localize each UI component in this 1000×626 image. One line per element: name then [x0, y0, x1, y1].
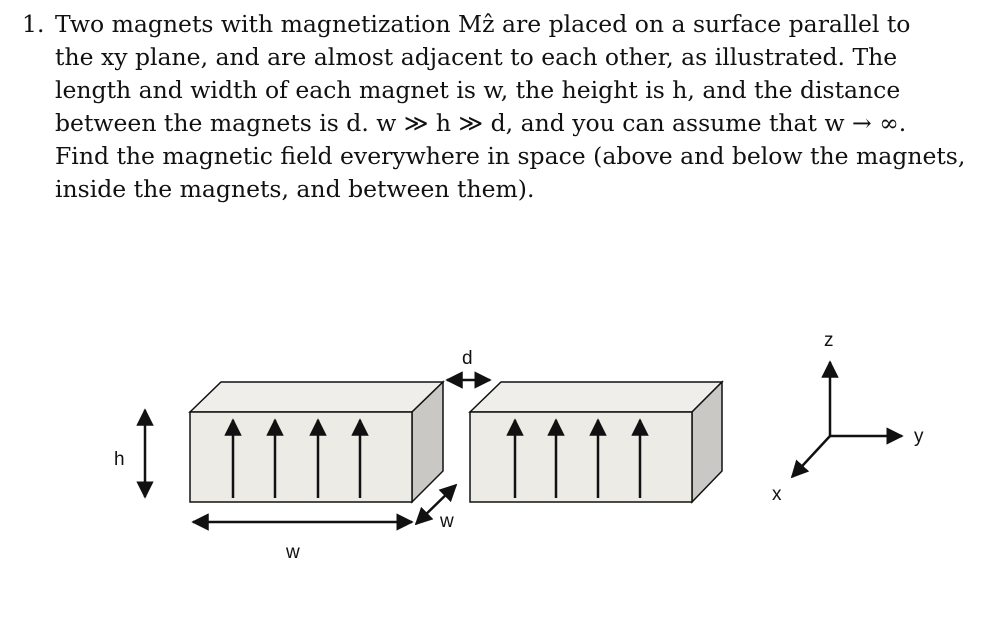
left-magnet-front	[190, 412, 412, 502]
problem-line-4: between the magnets is d. w ≫ h ≫ d, and you can assume that w → ∞.	[55, 109, 907, 137]
y-axis-label: y	[914, 426, 924, 447]
gap-label: d	[462, 348, 473, 369]
right-magnet-front	[470, 412, 692, 502]
depth-label: w	[440, 511, 454, 532]
left-magnet	[190, 382, 443, 502]
height-label: h	[114, 449, 125, 470]
problem-line-6: inside the magnets, and between them).	[55, 175, 535, 203]
length-label: w	[286, 542, 300, 563]
x-axis-label: x	[772, 484, 782, 505]
x-axis	[792, 436, 830, 477]
right-magnet-top	[470, 382, 722, 412]
z-axis-label: z	[824, 330, 834, 351]
problem-number: 1.	[22, 10, 45, 38]
problem-line-1: 1. Two magnets with magnetization Mẑ are placed on a surface parallel to	[22, 8, 962, 41]
problem-line-3: length and width of each magnet is w, the height is h, and the distance	[55, 76, 901, 104]
coordinate-axes	[772, 330, 924, 505]
left-magnet-top	[190, 382, 443, 412]
problem-line-5: Find the magnetic field everywhere in space (above and below the magnets,	[55, 142, 966, 170]
problem-line-2: the xy plane, and are almost adjacent to each other, as illustrated. The	[55, 43, 898, 71]
right-magnet	[470, 382, 722, 502]
